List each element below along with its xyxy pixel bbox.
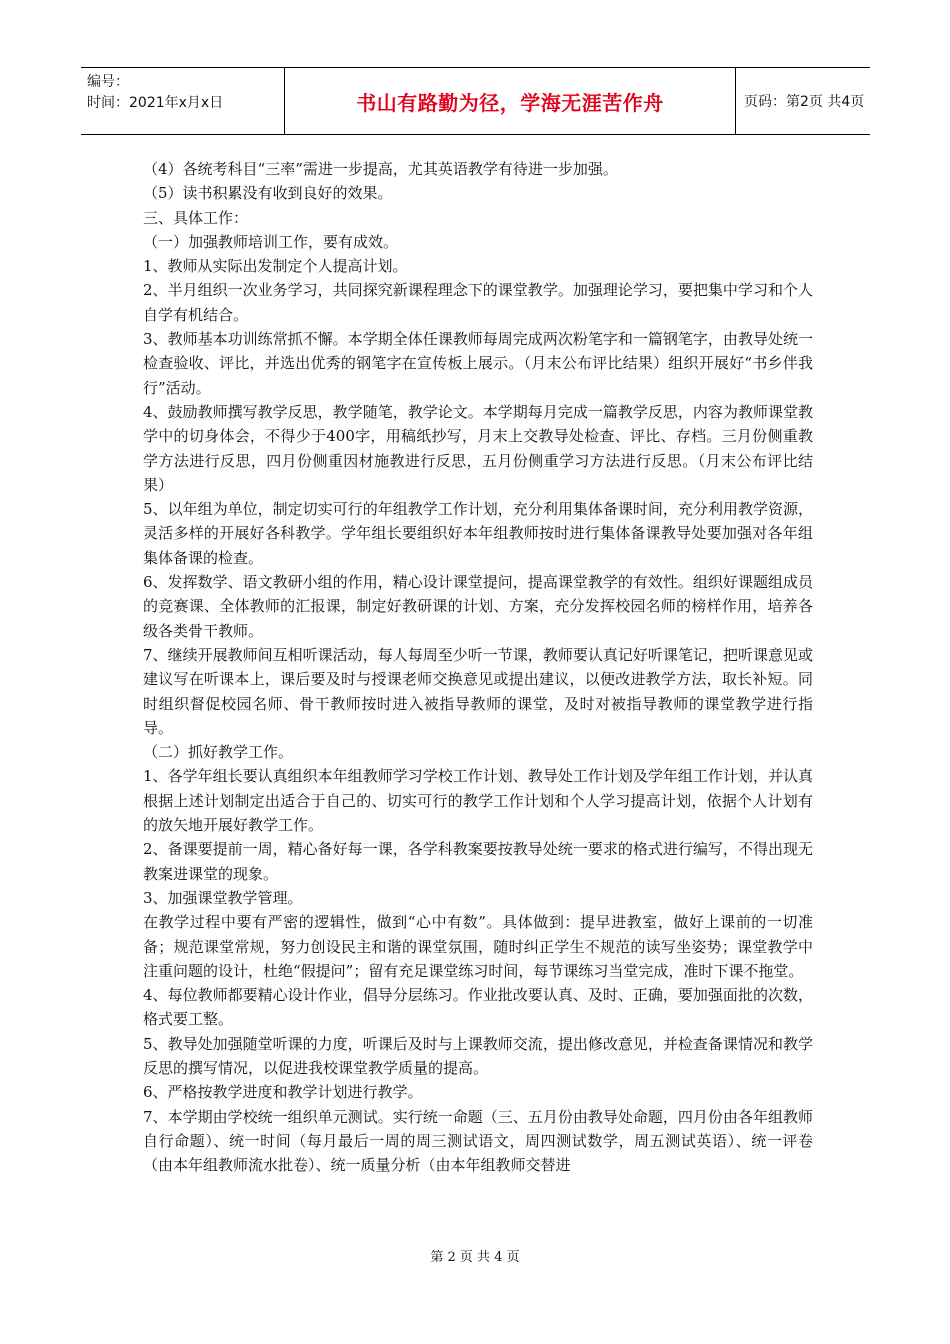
paragraph: 6、发挥数学、语文教研小组的作用，精心设计课堂提问，提高课堂教学的有效性。组织好课题组成员的竞赛课、全体教师的汇报课，制定好教研课的计划、方案，充分发挥校园名师的榜样作用，培养各级各类骨干教师。 xyxy=(143,573,813,640)
document-body xyxy=(143,157,813,1177)
paragraph: 3、加强课堂教学管理。 xyxy=(143,888,303,907)
subsection-heading: （一）加强教师培训工作，要有成效。 xyxy=(143,232,399,251)
page-header xyxy=(81,67,870,135)
paragraph: 5、教导处加强随堂听课的力度，听课后及时与上课教师交流，提出修改意见，并检查备课情况和教学反思的撰写情况，以促进我校课堂教学质量的提高。 xyxy=(143,1034,813,1077)
subsection-heading: （二）抓好教学工作。 xyxy=(143,743,294,762)
paragraph: 4、每位教师都要精心设计作业，倡导分层练习。作业批改要认真、及时、正确，要加强面批的次数，格式要工整。 xyxy=(143,986,813,1029)
page-footer: 第 2 页 共 4 页 xyxy=(430,1250,520,1265)
paragraph: 1、各学年组长要认真组织本年组教师学习学校工作计划、教导处工作计划及学年组工作计划，并认真根据上述计划制定出适合于自己的、切实可行的教学工作计划和个人学习提高计划，依据个人计划有的放矢地开展好教学工作。 xyxy=(143,767,813,835)
paragraph: 4、鼓励教师撰写教学反思，教学随笔，教学论文。本学期每月完成一篇教学反思，内容为教师课堂教学中的切身体会，不得少于400字，用稿纸抄写，月末上交教导处检查、评比、存档。三月份侧重教学方法进行反思，四月份侧重因材施教进行反思，五月份侧重学习方法进行反思。（月末公布评比结果） xyxy=(143,402,813,494)
section-heading: 三、具体工作： xyxy=(143,208,249,227)
paragraph: 6、严格按教学进度和教学计划进行教学。 xyxy=(143,1083,423,1102)
paragraph: 7、继续开展教师间互相听课活动，每人每周至少听一节课，教师要认真记好听课笔记，把听课意见或建议写在听课本上，课后要及时与授课老师交换意见或提出建议，以便改进教学方法，取长补短。同时组织督促校园名师、骨干教师按时进入被指导教师的课堂，及时对被指导教师的课堂教学进行指导。 xyxy=(143,645,813,737)
paragraph: 7、本学期由学校统一组织单元测试。实行统一命题（三、五月份由教导处命题，四月份由各年组教师自行命题）、统一时间（每月最后一周的周三测试语文，周四测试数学，周五测试英语）、统一评卷（由本年组教师流水批卷）、统一质量分析（由本年组教师交替进 xyxy=(143,1107,813,1175)
date-label: 时间：2021年x月x日 xyxy=(87,95,224,111)
paragraph: （5）读书积累没有收到良好的效果。 xyxy=(143,184,393,203)
paragraph: 2、备课要提前一周，精心备好每一课，各学科教案要按教导处统一要求的格式进行编写，不得出现无教案进课堂的现象。 xyxy=(143,840,813,883)
number-label: 编号： xyxy=(87,74,129,90)
header-page-info: 页码：第2页 共4页 xyxy=(744,94,865,110)
paragraph: 3、教师基本功训练常抓不懈。本学期全体任课教师每周完成两次粉笔字和一篇钢笔字，由教导处统一检查验收、评比，并选出优秀的钢笔字在宣传板上展示。（月末公布评比结果）组织开展好“书乡伴我行”活动。 xyxy=(143,330,813,397)
paragraph: 在教学过程中要有严密的逻辑性，做到“心中有数”。具体做到：提早进教室，做好上课前的一切准备；规范课堂常规，努力创设民主和谐的课堂氛围，随时纠正学生不规范的读写坐姿势；课堂教学中注重问题的设计，杜绝“假提问”；留有充足课堂练习时间，每节课练习当堂完成，准时下课不拖堂。 xyxy=(143,913,813,980)
header-motto: 书山有路勤为径，学海无涯苦作舟 xyxy=(284,68,736,134)
paragraph: 1、教师从实际出发制定个人提高计划。 xyxy=(143,257,408,276)
paragraph: 2、半月组织一次业务学习，共同探究新课程理念下的课堂教学。加强理论学习，要把集中学习和个人自学有机结合。 xyxy=(143,281,813,324)
header-meta xyxy=(81,68,284,134)
paragraph: （4）各统考科目“三率”需进一步提高，尤其英语教学有待进一步加强。 xyxy=(143,160,618,178)
paragraph: 5、以年组为单位，制定切实可行的年组教学工作计划，充分利用集体备课时间，充分利用教学资源，灵活多样的开展好各科教学。学年组长要组织好本年组教师按时进行集体备课教导处要加强对各年组集体备课的检查。 xyxy=(143,500,813,567)
